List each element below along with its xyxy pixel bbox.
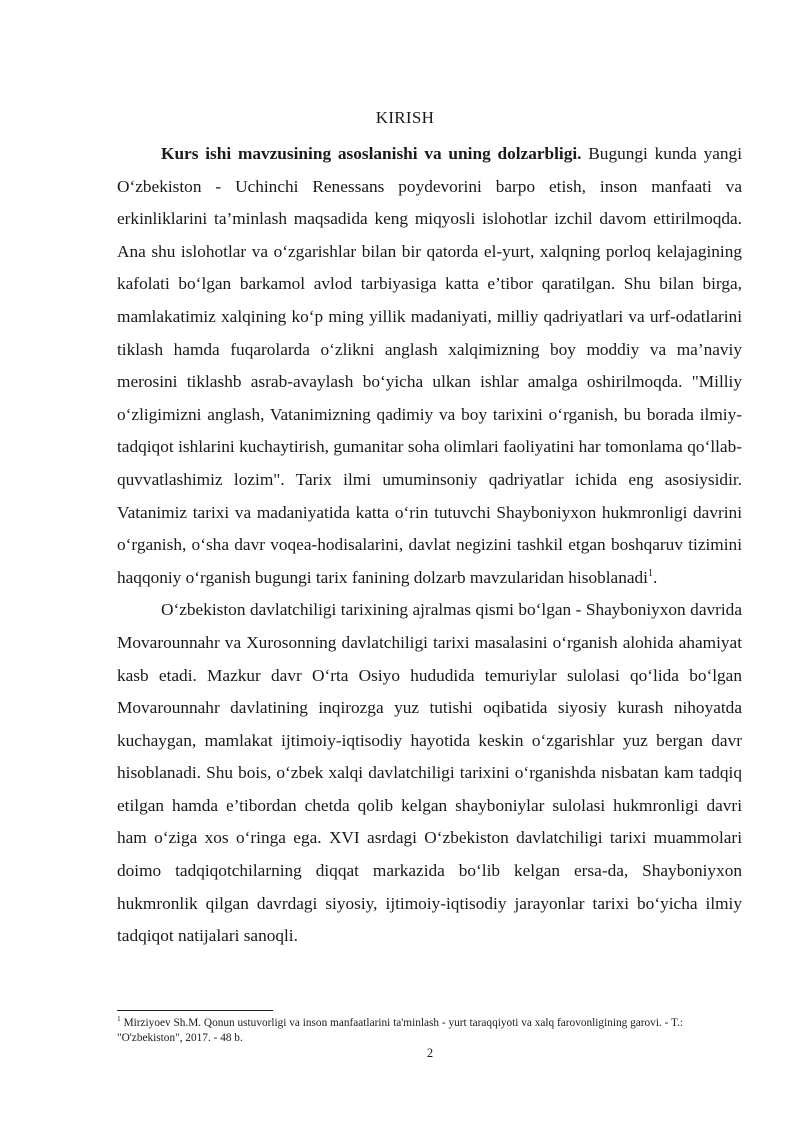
footnote-separator <box>117 1010 273 1011</box>
lead-sentence: Kurs ishi mavzusining asoslanishi va uning dolzarbligi. <box>161 144 582 163</box>
footnote-mark: 1 <box>117 1014 121 1024</box>
footnote-reference: 1 <box>647 567 653 579</box>
page-heading: KIRISH <box>375 108 435 127</box>
paragraph-1-text: Bugungi kunda yangi O‘zbekiston - Uchinchi Renessans poydevorini barpo etish, inson manfaati va erkinliklarini ta’minlash maqsadida keng miqyosli islohotlar izchil davom ettirilmoqda. Ana shu islohotlar va o‘zgarishlar bilan bir qatorda el-yurt, xalqning porloq kelajagining kafolati bo‘lgan barkamol avlod tarbiyasiga katta e’tibor qaratilgan. Shu bilan birga, mamlakatimiz xalqining ko‘p ming yillik madaniyati, milliy qadriyatlari va urf-odatlarini tiklash hamda fuqarolarda o‘zlikni anglash xalqimizning boy moddiy va ma’naviy merosini tiklashb asrab-avaylash bo‘yicha ulkan ishlar amalga oshirilmoqda. "Milliy o‘zligimizni anglash, Vatanimizning qadimiy va boy tarixini o‘rganish, bu borada ilmiy-tadqiqot ishlarini kuchaytirish, gumanitar soha olimlari faoliyatini har tomonlama qo‘llab-quvvatlashimiz lozim". Tarix ilmi umuminsoniy qadriyatlar ichida eng asosiysidir. Vatanimiz tarixi va madaniyatida katta o‘rin tutuvchi Shayboniyxon hukmronligi davrini o‘rganish, o‘sha davr voqea-hodisalarini, davlat negizini tashkil etgan boshqaruv tizimini haqqoniy o‘rganish bugungi tarix fanining dolzarb mavzularidan hisoblanadi <box>117 144 742 587</box>
footnote <box>117 1016 742 1046</box>
page-number: 2 <box>426 1046 434 1060</box>
main-text <box>117 138 742 953</box>
footnote-text: Mirziyoev Sh.M. Qonun ustuvorligi va inson manfaatlarini ta'minlash - yurt taraqqiyoti va xalq farovonligining garovi. - T.: "O'zbekiston", 2017. - 48 b. <box>117 1017 684 1044</box>
paragraph-2: O‘zbekiston davlatchiligi tarixining ajralmas qismi bo‘lgan - Shayboniyxon davrida Movarounnahr va Xurosonning davlatchiligi tarixi masalasini o‘rganish alohida ahamiyat kasb etadi. Mazkur davr O‘rta Osiyo hududida temuriylar sulolasi qo‘lida bo‘lgan Movarounnahr davlatining inqirozga yuz tutishi oqibatida siyosiy kurash nihoyatda kuchaygan, mamlakat ijtimoiy-iqtisodiy hayotida keskin o‘zgarishlar yuz bergan davr hisoblanadi. Shu bois, o‘zbek xalqi davlatchiligi tarixini o‘rganishda nisbatan kam tadqiq etilgan hamda e’tibordan chetda qolib kelgan shayboniylar sulolasi hukmronligi davri ham o‘ziga xos o‘ringa ega. XVI asrdagi O‘zbekiston davlatchiligi tarixi muammolari doimo tadqiqotchilarning diqqat markazida bo‘lib kelgan ersa-da, Shayboniyxon hukmronlik qilgan davrdagi siyosiy, ijtimoiy-iqtisodiy jarayonlar tarixi bo‘yicha ilmiy tadqiqot natijalari sanoqli. <box>117 600 742 946</box>
paragraph-1 <box>117 138 742 594</box>
paragraph-1-end: . <box>652 567 658 587</box>
